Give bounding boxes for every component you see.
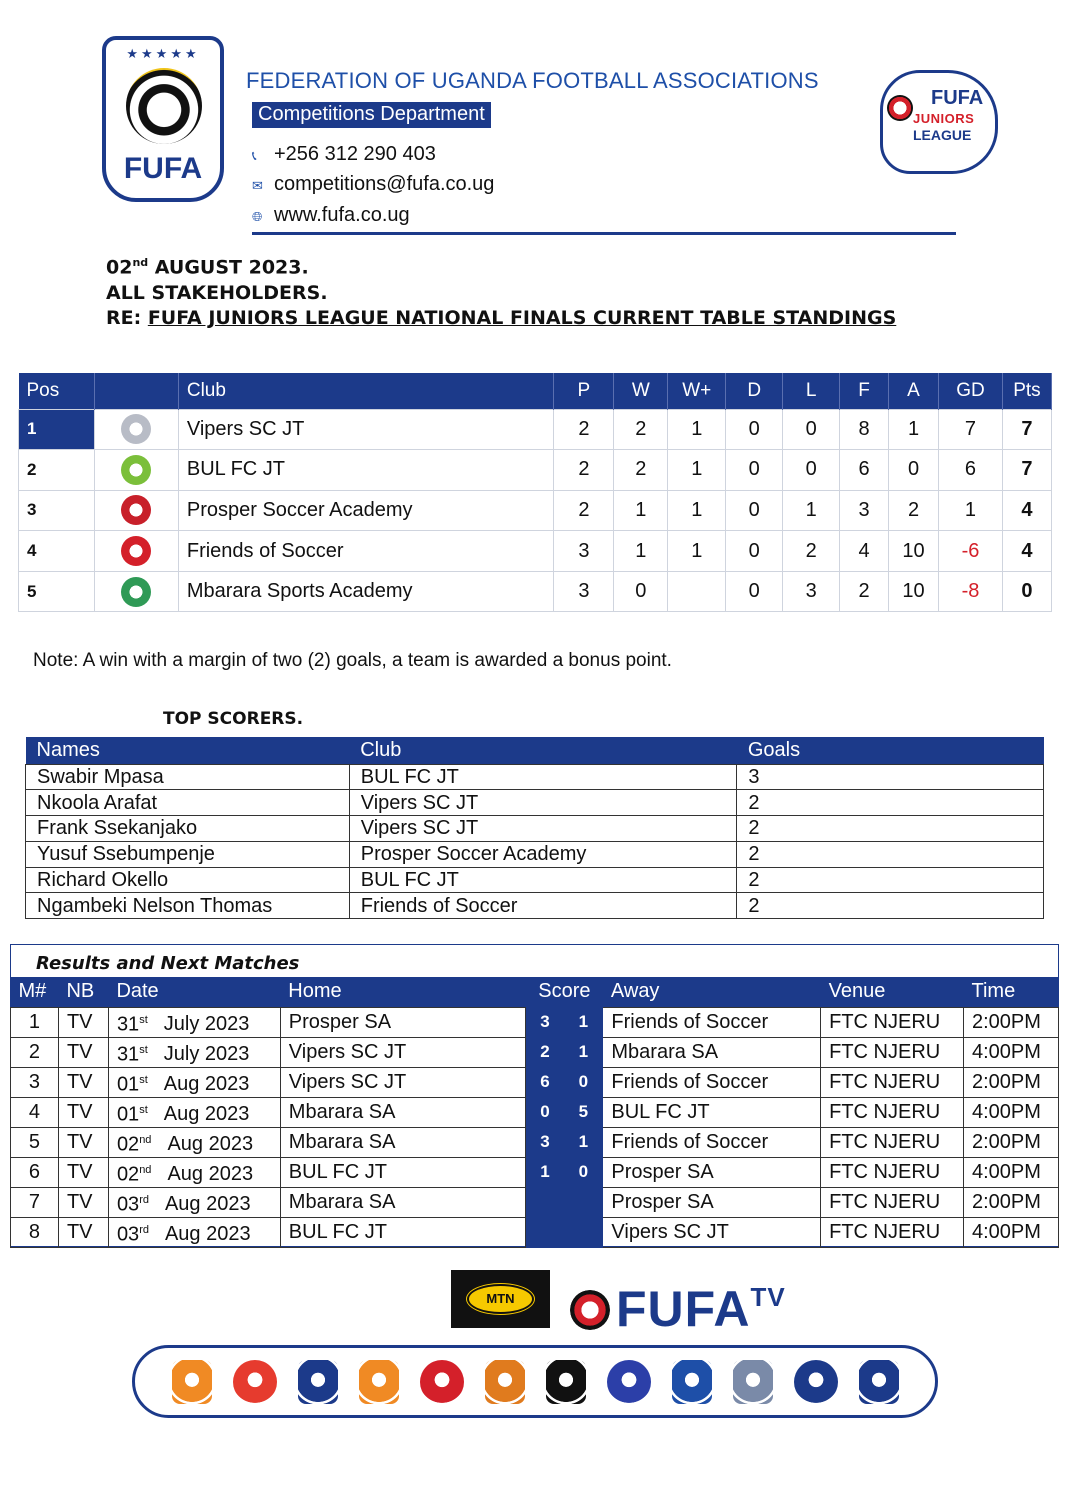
match-number: 1 — [11, 1007, 59, 1037]
played: 2 — [554, 490, 614, 531]
won: 2 — [614, 409, 668, 450]
scorer-row — [26, 790, 1044, 816]
broadcast-nb: TV — [58, 1127, 108, 1157]
points: 4 — [1002, 531, 1051, 572]
venue: FTC NJERU — [821, 1187, 964, 1217]
away-team: Prosper SA — [603, 1187, 821, 1217]
won-bonus: 1 — [668, 531, 726, 572]
played: 2 — [554, 409, 614, 450]
club-name: Friends of Soccer — [178, 531, 554, 572]
goals-against: 10 — [889, 571, 939, 612]
standings-header-row — [19, 373, 1052, 409]
email-line[interactable] — [252, 173, 494, 196]
fufa-shield-logo — [298, 1360, 338, 1404]
club-crest-icon — [121, 495, 151, 525]
scorer-name: Richard Okello — [26, 867, 350, 893]
home-team: Prosper SA — [280, 1007, 526, 1037]
scorer-name: Yusuf Ssebumpenje — [26, 841, 350, 867]
goal-difference: -8 — [939, 571, 1003, 612]
email-address[interactable]: competitions@fufa.co.ug — [274, 173, 495, 195]
col-time: Time — [963, 977, 1058, 1007]
scorer-row — [26, 841, 1044, 867]
home-score: 3 — [526, 1007, 564, 1037]
col-club: Club — [178, 373, 554, 409]
scorer-goals: 2 — [737, 790, 1044, 816]
super-8-logo — [420, 1360, 464, 1404]
home-score: 0 — [526, 1097, 564, 1127]
home-team: Mbarara SA — [280, 1187, 526, 1217]
club-crest-icon — [121, 414, 151, 444]
won: 1 — [614, 531, 668, 572]
women-league-logo — [607, 1360, 651, 1404]
standings-row — [19, 531, 1052, 572]
won-bonus: 1 — [668, 450, 726, 491]
match-row — [11, 1007, 1059, 1037]
match-date: 01st Aug 2023 — [108, 1097, 280, 1127]
away-team: Vipers SC JT — [603, 1217, 821, 1247]
drawn: 0 — [726, 571, 783, 612]
kickoff-time: 2:00PM — [963, 1007, 1058, 1037]
standings-row — [19, 409, 1052, 450]
match-number: 7 — [11, 1187, 59, 1217]
club-crest-icon — [121, 577, 151, 607]
lost: 0 — [783, 450, 840, 491]
department-label: Competitions Department — [252, 102, 491, 128]
scorer-club: Vipers SC JT — [349, 790, 737, 816]
match-date: 01st Aug 2023 — [108, 1067, 280, 1097]
home-team: Vipers SC JT — [280, 1037, 526, 1067]
scorer-name: Ngambeki Nelson Thomas — [26, 893, 350, 919]
col-home: Home — [280, 977, 526, 1007]
match-row — [11, 1187, 1059, 1217]
orange-shield-logo — [359, 1360, 399, 1404]
goals-for: 3 — [840, 490, 889, 531]
match-number: 5 — [11, 1127, 59, 1157]
match-date: 03rd Aug 2023 — [108, 1187, 280, 1217]
juniors-logo-juniors: JUNIORS — [913, 111, 975, 126]
goal-difference: 7 — [939, 409, 1003, 450]
match-row — [11, 1157, 1059, 1187]
crest-cell — [94, 571, 178, 612]
super-league-logo — [546, 1360, 586, 1404]
won-bonus: 1 — [668, 409, 726, 450]
away-score: 1 — [564, 1037, 603, 1067]
goal-difference: -6 — [939, 531, 1003, 572]
kickoff-time: 2:00PM — [963, 1127, 1058, 1157]
kickoff-time: 2:00PM — [963, 1067, 1058, 1097]
won-bonus — [668, 571, 726, 612]
match-date: 31st July 2023 — [108, 1037, 280, 1067]
results-table — [10, 977, 1059, 1248]
subject-text: FUFA JUNIORS LEAGUE NATIONAL FINALS CURRENT TABLE STANDINGS — [147, 307, 897, 329]
played: 3 — [554, 571, 614, 612]
broadcast-nb: TV — [58, 1037, 108, 1067]
kickoff-time: 4:00PM — [963, 1097, 1058, 1127]
club-name: BUL FC JT — [178, 450, 554, 491]
col-pos: Pos — [19, 373, 95, 409]
home-team: BUL FC JT — [280, 1157, 526, 1187]
match-row — [11, 1037, 1059, 1067]
results-title: Results and Next Matches — [36, 953, 300, 974]
lost: 0 — [783, 409, 840, 450]
football-icon — [887, 95, 913, 121]
drawn: 0 — [726, 490, 783, 531]
trophy-logo — [733, 1360, 773, 1404]
venue: FTC NJERU — [821, 1037, 964, 1067]
away-score: 1 — [564, 1007, 603, 1037]
match-number: 6 — [11, 1157, 59, 1187]
match-number: 4 — [11, 1097, 59, 1127]
venue: FTC NJERU — [821, 1007, 964, 1037]
phone-number: +256 312 290 403 — [274, 143, 436, 165]
mail-icon: ✉︎ — [252, 178, 263, 193]
goals-against: 1 — [889, 409, 939, 450]
match-row — [11, 1067, 1059, 1097]
letter-recipients: ALL STAKEHOLDERS. — [106, 282, 328, 304]
away-team: Prosper SA — [603, 1157, 821, 1187]
goals-for: 2 — [840, 571, 889, 612]
col-lost: L — [783, 373, 840, 409]
home-score: 1 — [526, 1157, 564, 1187]
col-for: F — [840, 373, 889, 409]
mtn-logo — [451, 1270, 550, 1328]
broadcast-nb: TV — [58, 1067, 108, 1097]
website-line[interactable] — [252, 204, 410, 227]
away-team: Friends of Soccer — [603, 1007, 821, 1037]
match-number: 3 — [11, 1067, 59, 1097]
col-score: Score — [526, 977, 603, 1007]
standings-table — [18, 373, 1052, 612]
points: 0 — [1002, 571, 1051, 612]
scorer-club: BUL FC JT — [349, 867, 737, 893]
scorer-row — [26, 867, 1044, 893]
competitions-logo-bar — [132, 1345, 938, 1418]
drawn: 0 — [726, 409, 783, 450]
broadcast-nb: TV — [58, 1007, 108, 1037]
scorer-club: Friends of Soccer — [349, 893, 737, 919]
results-header-row — [11, 977, 1059, 1007]
home-team: Mbarara SA — [280, 1097, 526, 1127]
match-date: 03rd Aug 2023 — [108, 1217, 280, 1247]
col-venue: Venue — [821, 977, 964, 1007]
broadcast-nb: TV — [58, 1187, 108, 1217]
match-date: 31st July 2023 — [108, 1007, 280, 1037]
fufa-tv-logo — [570, 1280, 786, 1338]
goals-against: 10 — [889, 531, 939, 572]
goals-against: 2 — [889, 490, 939, 531]
basketball-badge-logo — [485, 1360, 525, 1404]
club-name: Mbarara Sports Academy — [178, 571, 554, 612]
match-number: 8 — [11, 1217, 59, 1247]
match-row — [11, 1097, 1059, 1127]
home-team: Mbarara SA — [280, 1127, 526, 1157]
referees-badge-logo — [859, 1360, 899, 1404]
lost: 1 — [783, 490, 840, 531]
match-date: 02nd Aug 2023 — [108, 1157, 280, 1187]
drum-shield-logo — [672, 1360, 712, 1404]
fufa-logo — [102, 36, 224, 202]
away-score — [564, 1217, 603, 1247]
col-against: A — [889, 373, 939, 409]
won: 2 — [614, 450, 668, 491]
fufa-tv-main: FUFA — [616, 1281, 751, 1337]
lost: 2 — [783, 531, 840, 572]
venue: FTC NJERU — [821, 1157, 964, 1187]
col-away: Away — [603, 977, 821, 1007]
website-url[interactable]: www.fufa.co.ug — [274, 204, 410, 226]
venue: FTC NJERU — [821, 1127, 964, 1157]
fufa-logo-text: FUFA — [123, 152, 203, 185]
club-crest-icon — [121, 455, 151, 485]
scorer-goals: 2 — [737, 841, 1044, 867]
scorer-name: Swabir Mpasa — [26, 764, 350, 790]
header-divider — [252, 232, 956, 235]
kickoff-time: 2:00PM — [963, 1187, 1058, 1217]
away-score: 1 — [564, 1127, 603, 1157]
scorer-goals: 2 — [737, 893, 1044, 919]
scorer-goals: 2 — [737, 867, 1044, 893]
juniors-logo-league: LEAGUE — [913, 127, 972, 143]
col-goal-diff: GD — [939, 373, 1003, 409]
top-scorers-title: TOP SCORERS. — [163, 709, 304, 729]
goals-for: 4 — [840, 531, 889, 572]
scorer-goals: 2 — [737, 816, 1044, 842]
venue: FTC NJERU — [821, 1217, 964, 1247]
won: 0 — [614, 571, 668, 612]
col-drawn: D — [726, 373, 783, 409]
letter-subject: RE: FUFA JUNIORS LEAGUE NATIONAL FINALS CURRENT TABLE STANDINGS — [106, 307, 897, 329]
away-team: BUL FC JT — [603, 1097, 821, 1127]
scorer-row — [26, 764, 1044, 790]
club-name: Vipers SC JT — [178, 409, 554, 450]
crest-cell — [94, 490, 178, 531]
col-match-no: M# — [11, 977, 59, 1007]
away-score — [564, 1187, 603, 1217]
scorer-goals: 3 — [737, 764, 1044, 790]
scorer-club: Vipers SC JT — [349, 816, 737, 842]
scorer-row — [26, 816, 1044, 842]
away-score: 0 — [564, 1067, 603, 1097]
letter-date: 02nd AUGUST 2023. — [106, 256, 309, 279]
kickoff-time: 4:00PM — [963, 1157, 1058, 1187]
col-scorer-club: Club — [349, 737, 737, 764]
scorer-name: Frank Ssekanjako — [26, 816, 350, 842]
standings-row — [19, 450, 1052, 491]
juniors-league-logo — [880, 70, 998, 174]
points: 7 — [1002, 409, 1051, 450]
played: 3 — [554, 531, 614, 572]
crest-cell — [94, 531, 178, 572]
goals-for: 8 — [840, 409, 889, 450]
col-won-bonus: W+ — [668, 373, 726, 409]
col-goals: Goals — [737, 737, 1044, 764]
match-row — [11, 1217, 1059, 1247]
lost: 3 — [783, 571, 840, 612]
phone-icon: 📞︎ — [252, 148, 257, 163]
kickoff-time: 4:00PM — [963, 1217, 1058, 1247]
col-won: W — [614, 373, 668, 409]
home-score — [526, 1187, 564, 1217]
competition-shield-logo — [172, 1360, 212, 1404]
home-score — [526, 1217, 564, 1247]
points: 7 — [1002, 450, 1051, 491]
col-nb: NB — [58, 977, 108, 1007]
broadcast-nb: TV — [58, 1097, 108, 1127]
venue: FTC NJERU — [821, 1067, 964, 1097]
away-team: Friends of Soccer — [603, 1067, 821, 1097]
stars-icon: ★★★★★ — [126, 46, 200, 61]
bonus-point-note: Note: A win with a margin of two (2) goals, a team is awarded a bonus point. — [33, 650, 672, 671]
scorer-name: Nkoola Arafat — [26, 790, 350, 816]
match-number: 2 — [11, 1037, 59, 1067]
drawn: 0 — [726, 531, 783, 572]
position: 2 — [19, 450, 95, 491]
home-team: Vipers SC JT — [280, 1067, 526, 1097]
away-team: Friends of Soccer — [603, 1127, 821, 1157]
juniors-logo-fufa: FUFA — [931, 87, 984, 109]
away-score: 0 — [564, 1157, 603, 1187]
scorer-club: BUL FC JT — [349, 764, 737, 790]
broadcast-nb: TV — [58, 1157, 108, 1187]
points: 4 — [1002, 490, 1051, 531]
home-team: BUL FC JT — [280, 1217, 526, 1247]
standings-row — [19, 571, 1052, 612]
top-scorers-table — [25, 737, 1044, 919]
venue: FTC NJERU — [821, 1097, 964, 1127]
globe-icon: 🌐︎ — [252, 209, 263, 224]
football-icon — [126, 68, 202, 144]
goal-difference: 6 — [939, 450, 1003, 491]
home-score: 6 — [526, 1067, 564, 1097]
home-score: 2 — [526, 1037, 564, 1067]
scorer-club: Prosper Soccer Academy — [349, 841, 737, 867]
juniors-league-logo — [794, 1360, 838, 1404]
match-row — [11, 1127, 1059, 1157]
broadcast-nb: TV — [58, 1217, 108, 1247]
won-bonus: 1 — [668, 490, 726, 531]
goal-difference: 1 — [939, 490, 1003, 531]
scorer-row — [26, 893, 1044, 919]
match-date: 02nd Aug 2023 — [108, 1127, 280, 1157]
col-crest — [94, 373, 178, 409]
club-crest-icon — [121, 536, 151, 566]
home-score: 3 — [526, 1127, 564, 1157]
federation-title: FEDERATION OF UGANDA FOOTBALL ASSOCIATIONS — [246, 68, 819, 93]
position: 5 — [19, 571, 95, 612]
mtn-logo-text: MTN — [467, 1284, 534, 1314]
phone-line — [252, 143, 436, 166]
won: 1 — [614, 490, 668, 531]
scorers-header-row — [26, 737, 1044, 764]
position: 1 — [19, 409, 95, 450]
away-score: 5 — [564, 1097, 603, 1127]
position: 3 — [19, 490, 95, 531]
crest-cell — [94, 450, 178, 491]
stanbic-uganda-cup-logo — [233, 1360, 277, 1404]
goals-against: 0 — [889, 450, 939, 491]
played: 2 — [554, 450, 614, 491]
position: 4 — [19, 531, 95, 572]
crest-cell — [94, 409, 178, 450]
col-date: Date — [108, 977, 280, 1007]
kickoff-time: 4:00PM — [963, 1037, 1058, 1067]
col-played: P — [554, 373, 614, 409]
goals-for: 6 — [840, 450, 889, 491]
fufa-tv-sup: TV — [750, 1282, 786, 1312]
col-names: Names — [26, 737, 350, 764]
col-points: Pts — [1002, 373, 1051, 409]
drawn: 0 — [726, 450, 783, 491]
away-team: Mbarara SA — [603, 1037, 821, 1067]
football-icon — [570, 1290, 610, 1330]
standings-row — [19, 490, 1052, 531]
club-name: Prosper Soccer Academy — [178, 490, 554, 531]
